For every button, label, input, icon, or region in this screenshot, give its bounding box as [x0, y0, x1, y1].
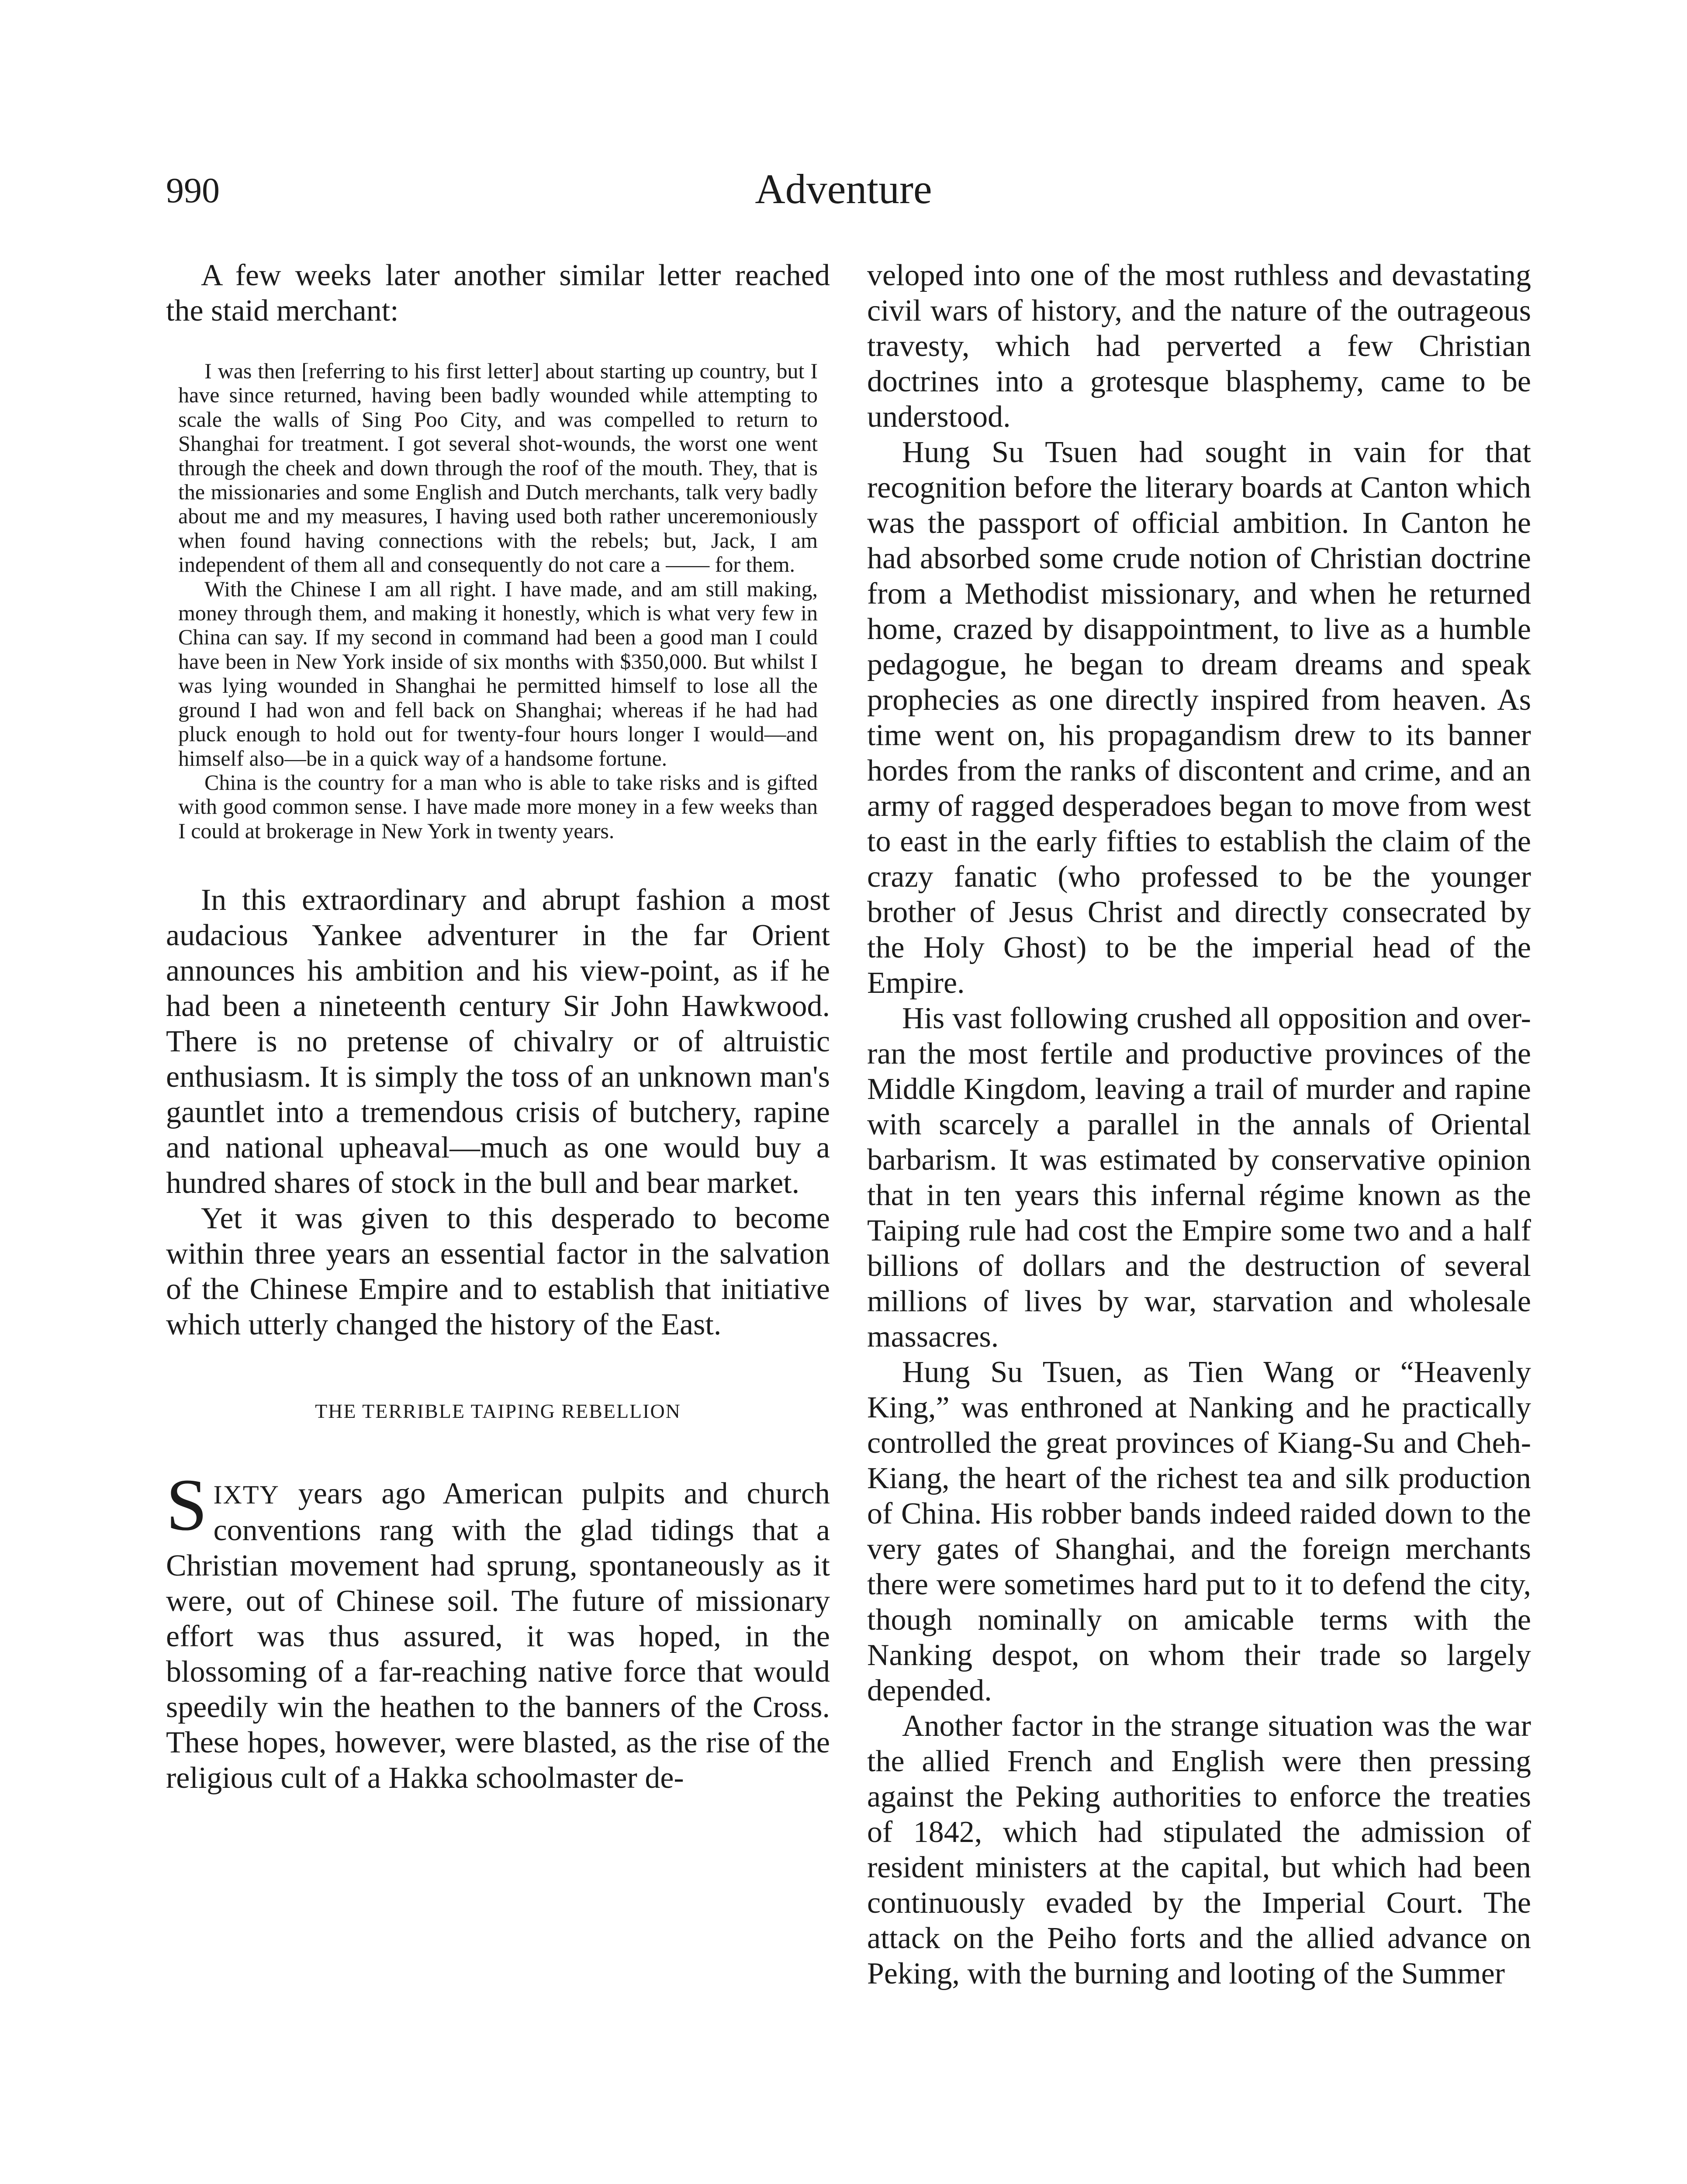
drop-cap: S	[166, 1464, 207, 1546]
section-text: years ago American pulpits and church conventions rang with the glad tidings that a Christian movement had sprung, spontaneously as it were, out of Chinese soil. The future of missionary effort was thus assured, it was hoped, in the blossoming of a far-reaching native force that would speedily win the heathen to the banners of the Cross. These hopes, however, were blasted, as the rise of the religious cult of a Hakka schoolmaster de-	[166, 1477, 830, 1795]
body-paragraph: His vast following crushed all opposition and over-ran the most fertile and productive provinces of the Middle Kingdom, leaving a trail of murder and rapine with scarcely a parallel in the annals of Oriental barbarism. It was estimated by conservative opinion that in ten years this infernal régime known as the Taiping rule had cost the Empire some two and a half billions of dollars and the destruction of several millions of lives by war, starvation and wholesale massacres.	[867, 1002, 1531, 1354]
body-paragraph: Hung Su Tsuen had sought in vain for that recognition before the literary boards at Canton which was the passport of official ambition. In Canton he had absorbed some crude notion of Christian doctrine from a Methodist missionary, and when he returned home, crazed by disappointment, to live as a humble pedagogue, he began to dream dreams and speak prophecies as one directly inspired from heaven. As time went on, his propagandism drew to its banner hordes from the ranks of discontent and crime, and an army of ragged desperadoes began to move from west to east in the early fifties to establish the claim of the crazy fanatic (who professed to be the younger brother of Jesus Christ and directly consecrated by the Holy Ghost) to be the imperial head of the Empire.	[867, 435, 1531, 1000]
body-paragraph: Hung Su Tsuen, as Tien Wang or “Heavenly King,” was enthroned at Nanking and he practically controlled the great provinces of Kiang-Su and Cheh-Kiang, the heart of the richest tea and silk production of China. His robber bands indeed raided down to the very gates of Shanghai, and the foreign merchants there were sometimes hard put to it to defend the city, though nominally on amicable terms with the Nanking despot, on whom their trade so largely depended.	[867, 1355, 1531, 1707]
letter-paragraph: With the Chinese I am all right. I have made, and am still making, money through them, and making it honestly, which is what very few in China can say. If my second in command had been a good man I could have been in New York inside of six months with $350,000. But whilst I was lying wounded in Shanghai he permitted himself to lose all the ground I had won and fell back on Shanghai; whereas if he had had pluck enough to hold out for twenty-four hours longer I would—and himself also—be in a quick way of a handsome fortune.	[178, 576, 818, 771]
body-paragraph: In this extraordinary and abrupt fashion a most audacious Yankee adventurer in the far Orient announces his ambition and his view-point, as if he had been a nineteenth century Sir John Hawkwood. There is no pretense of chivalry or of altruistic enthusiasm. It is simply the toss of an unknown man's gauntlet into a tremendous crisis of butchery, rapine and national upheaval—much as one would buy a hundred shares of stock in the bull and bear market.	[166, 883, 830, 1200]
section-opening-paragraph	[166, 1464, 830, 1796]
running-head: Adventure	[755, 166, 932, 212]
right-column	[867, 258, 1531, 1991]
continued-paragraph: veloped into one of the most ruthless and devastating civil wars of history, and the nature of the outrageous travesty, which had perverted a few Christian doctrines into a grotesque blasphemy, came to be understood.	[867, 259, 1531, 434]
section-heading: THE TERRIBLE TAIPING REBELLION	[315, 1400, 681, 1423]
lead-word: IXTY	[213, 1480, 280, 1510]
left-column	[166, 258, 830, 1796]
letter-paragraph: China is the country for a man who is able to take risks and is gifted with good common sense. I have made more money in a few weeks than I could at brokerage in New York in twenty years.	[178, 770, 818, 843]
letter-quote	[166, 359, 830, 843]
body-paragraph: Yet it was given to this desperado to become within three years an essential factor in the salvation of the Chinese Empire and to establish that initiative which utterly changed the history of the East.	[166, 1202, 830, 1342]
letter-paragraph: I was then [referring to his first letter] about starting up country, but I have since returned, having been badly wounded while attempting to scale the walls of Sing Poo City, and was compelled to return to Shanghai for treatment. I got several shot-wounds, the worst one went through the cheek and down through the roof of the mouth. They, that is the missionaries and some English and Dutch merchants, talk very badly about me and my measures, I having used both rather unceremoniously when found having connections with the rebels; but, Jack, I am independent of them all and consequently do not care a —— for them.	[178, 359, 818, 577]
page-number: 990	[166, 170, 220, 210]
intro-paragraph: A few weeks later another similar letter reached the staid merchant:	[166, 259, 830, 328]
body-paragraph: Another factor in the strange situation was the war the allied French and English were then pressing against the Peking authorities to enforce the treaties of 1842, which had stipulated the admission of resident ministers at the capital, but which had been continuously evaded by the Imperial Court. The attack on the Peiho forts and the allied advance on Peking, with the burning and looting of the Summer	[867, 1709, 1531, 1990]
